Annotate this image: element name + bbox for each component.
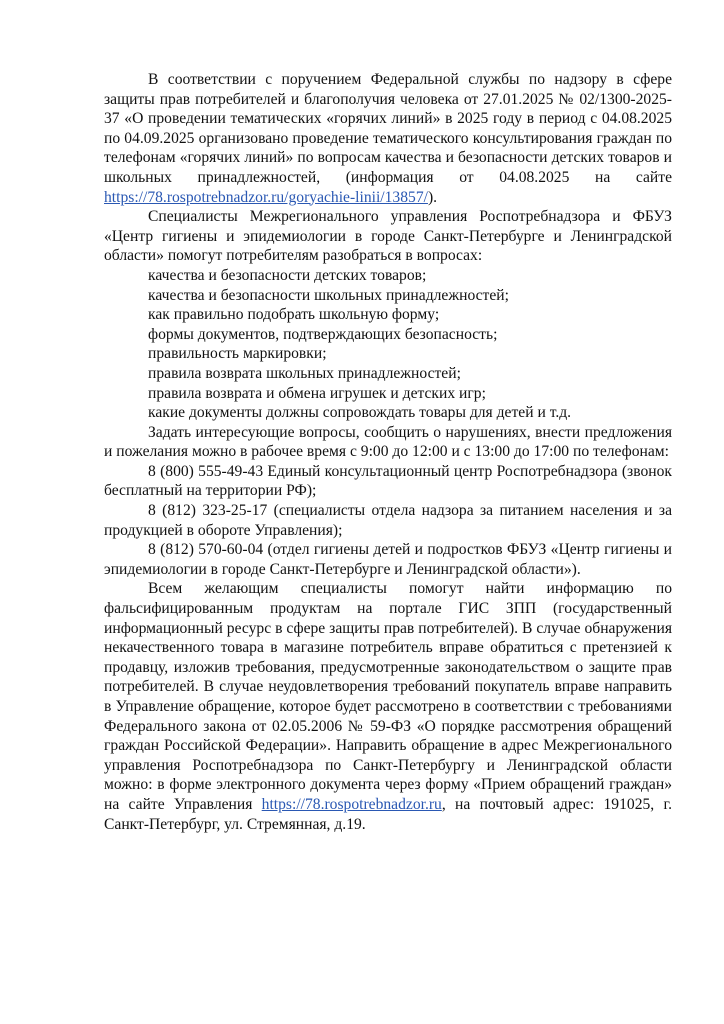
topic-item: правила возврата и обмена игрушек и детских игр; xyxy=(148,384,486,402)
topic-item: правила возврата школьных принадлежностей; xyxy=(148,364,461,382)
topic-item: качества и безопасности детских товаров; xyxy=(148,266,427,284)
topic-item: качества и безопасности школьных принадлежностей; xyxy=(148,286,509,304)
specialists-paragraph: Специалисты Межрегионального управления Роспотребнадзора и ФБУЗ «Центр гигиены и эпидемиологии в городе Санкт-Петербурге и Ленинградской области» помогут потребителям разобраться в вопросах: xyxy=(104,208,672,265)
phone-item: 8 (812) 570-60-04 (отдел гигиены детей и подростков ФБУЗ «Центр гигиены и эпидемиологии в городе Санкт-Петербурге и Ленинградской области»). xyxy=(104,541,672,578)
complaint-paragraph-text: Всем желающим специалисты помогут найти информацию по фальсифицированным продуктам на портале ГИС ЗПП (государственный информационный ресурс в сфере защиты прав потребителей). В случае обнаружения некачественного товара в магазине потребитель вправе обратиться с претензией к продавцу, изложив требования, предусмотренные законодательством о защите прав потребителей. В случае неудовлетворения требований покупатель вправе направить в Управление обращение, которое будет рассмотрено в соответствии с требованиями Федерального закона от 02.05.2006 № 59-ФЗ «О порядке рассмотрения обращений граждан Российской Федерации». Направить обращение в адрес Межрегионального управления Роспотребнадзора по Санкт-Петербургу и Ленинградской области можно: в форме электронного документа через форму «Прием обращений граждан» на сайте Управления xyxy=(104,580,672,813)
phone-item: 8 (800) 555-49-43 Единый консультационный центр Роспотребнадзора (звонок бесплатный на территории РФ); xyxy=(104,462,672,500)
topic-item: как правильно подобрать школьную форму; xyxy=(148,306,440,324)
postal-address-text: , на почтовый адрес: 191025, г. Санкт-Петербург, ул. Стремянная, д.19. xyxy=(104,795,672,833)
topic-item: правильность маркировки; xyxy=(148,345,327,363)
intro-paragraph-end: ). xyxy=(427,188,438,206)
intro-paragraph xyxy=(104,70,672,207)
contact-hours-paragraph: Задать интересующие вопросы, сообщить о нарушениях, внести предложения и пожелания можно в рабочее время с 9:00 до 12:00 и с 13:00 до 17:00 по телефонам: xyxy=(104,423,672,461)
complaint-paragraph xyxy=(104,579,672,834)
intro-paragraph-text: В соответствии с поручением Федеральной службы по надзору в сфере защиты прав потребителей и благополучия человека от 27.01.2025 № 02/1300-2025-37 «О проведении тематических «горячих линий» в 2025 году в период с 04.08.2025 по 04.09.2025 организовано проведение тематического консультирования граждан по телефонам «горячих линий» по вопросам качества и безопасности детских товаров и школьных принадлежностей, (информация от 04.08.2025 на сайте xyxy=(104,71,672,186)
document-page xyxy=(104,70,672,834)
topic-item: формы документов, подтверждающих безопасность; xyxy=(148,325,498,343)
hotline-info-link[interactable]: https://78.rospotrebnadzor.ru/goryachie-linii/13857/ xyxy=(104,188,428,206)
agency-site-link[interactable]: https://78.rospotrebnadzor.ru xyxy=(261,795,442,813)
phone-item: 8 (812) 323-25-17 (специалисты отдела надзора за питанием населения и за продукцией в обороте Управления); xyxy=(104,502,672,539)
topic-item: какие документы должны сопровождать товары для детей и т.д. xyxy=(148,404,572,422)
